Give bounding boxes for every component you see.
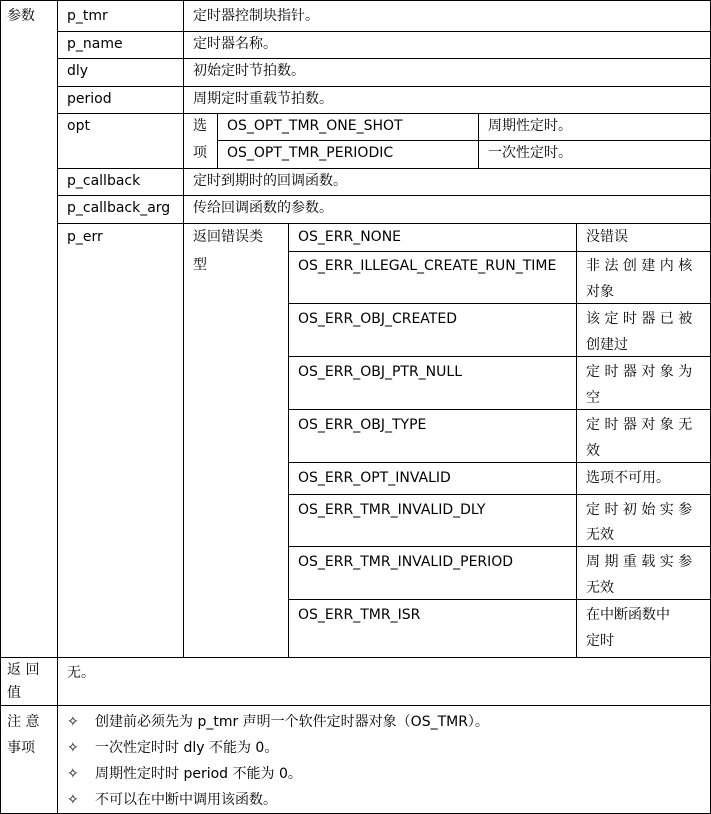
notes-label: 注 意 [7, 714, 40, 730]
error-desc: 无效 [586, 527, 614, 543]
param-desc: 定时器名称。 [193, 36, 277, 52]
note-item [67, 709, 489, 735]
error-desc: 周 期 重 载 实 参 [586, 554, 693, 570]
error-desc: 定时 [586, 633, 614, 649]
opt-desc: 一次性定时。 [488, 145, 572, 161]
error-desc: 定 时 器 对 象 无 [586, 417, 693, 433]
param-name: p_name [67, 36, 123, 52]
error-desc: 无效 [586, 580, 614, 596]
p-err-label: 型 [193, 257, 207, 273]
diamond-bullet-icon: ✧ [67, 740, 79, 756]
note-text: 周期性定时时 period 不能为 0。 [95, 766, 302, 782]
opt-desc: 周期性定时。 [488, 118, 572, 134]
opt-value: OS_OPT_TMR_ONE_SHOT [227, 118, 403, 134]
error-code: OS_ERR_OBJ_CREATED [298, 311, 457, 327]
diamond-bullet-icon: ✧ [67, 792, 79, 808]
note-text: 不可以在中断中调用该函数。 [95, 792, 277, 808]
return-value: 无。 [67, 665, 95, 681]
error-code: OS_ERR_TMR_ISR [298, 607, 421, 623]
opt-label: 选 [193, 118, 207, 134]
note-item [67, 735, 278, 761]
error-code: OS_ERR_TMR_INVALID_PERIOD [298, 554, 514, 570]
notes-label: 事项 [7, 740, 35, 756]
error-desc: 没错误 [586, 229, 628, 245]
error-desc: 定 时 初 始 实 参 [586, 502, 693, 518]
error-code: OS_ERR_NONE [298, 229, 402, 245]
error-desc: 空 [586, 390, 600, 406]
diamond-bullet-icon: ✧ [67, 714, 79, 730]
param-name: p_callback [67, 173, 141, 189]
param-desc: 定时器控制块指针。 [193, 8, 319, 24]
param-desc: 定时到期时的回调函数。 [193, 173, 347, 189]
error-desc: 效 [586, 443, 600, 459]
note-item [67, 787, 277, 813]
opt-value: OS_OPT_TMR_PERIODIC [227, 145, 394, 161]
error-desc: 在中断函数中 [586, 607, 670, 623]
param-desc: 周期定时重载节拍数。 [193, 91, 333, 107]
params-label: 参数 [7, 8, 35, 24]
param-name: p_err [67, 229, 103, 245]
error-desc: 非 法 创 建 内 核 [586, 258, 693, 274]
note-text: 创建前必须先为 p_tmr 声明一个软件定时器对象（OS_TMR）。 [95, 714, 489, 730]
return-label: 返 回 [7, 662, 40, 678]
error-desc: 选项不可用。 [586, 470, 670, 486]
error-desc: 该 定 时 器 已 被 [586, 311, 693, 327]
return-label: 值 [7, 685, 21, 701]
error-code: OS_ERR_ILLEGAL_CREATE_RUN_TIME [298, 258, 557, 274]
note-text: 一次性定时时 dly 不能为 0。 [95, 740, 279, 756]
error-code: OS_ERR_OBJ_PTR_NULL [298, 364, 463, 380]
p-err-label: 返回错误类 [193, 229, 263, 245]
param-name: dly [67, 63, 89, 79]
error-desc: 对象 [586, 284, 614, 300]
param-name: p_tmr [67, 8, 108, 24]
param-desc: 初始定时节拍数。 [193, 63, 305, 79]
param-name: period [67, 91, 112, 107]
error-code: OS_ERR_OPT_INVALID [298, 470, 451, 486]
param-name: p_callback_arg [67, 200, 171, 216]
error-code: OS_ERR_TMR_INVALID_DLY [298, 502, 486, 518]
error-desc: 定 时 器 对 象 为 [586, 364, 693, 380]
error-code: OS_ERR_OBJ_TYPE [298, 417, 427, 433]
error-desc: 创建过 [586, 337, 628, 353]
param-name: opt [67, 118, 90, 134]
diamond-bullet-icon: ✧ [67, 766, 79, 782]
opt-label: 项 [193, 145, 207, 161]
param-desc: 传给回调函数的参数。 [193, 200, 333, 216]
note-item [67, 761, 302, 787]
